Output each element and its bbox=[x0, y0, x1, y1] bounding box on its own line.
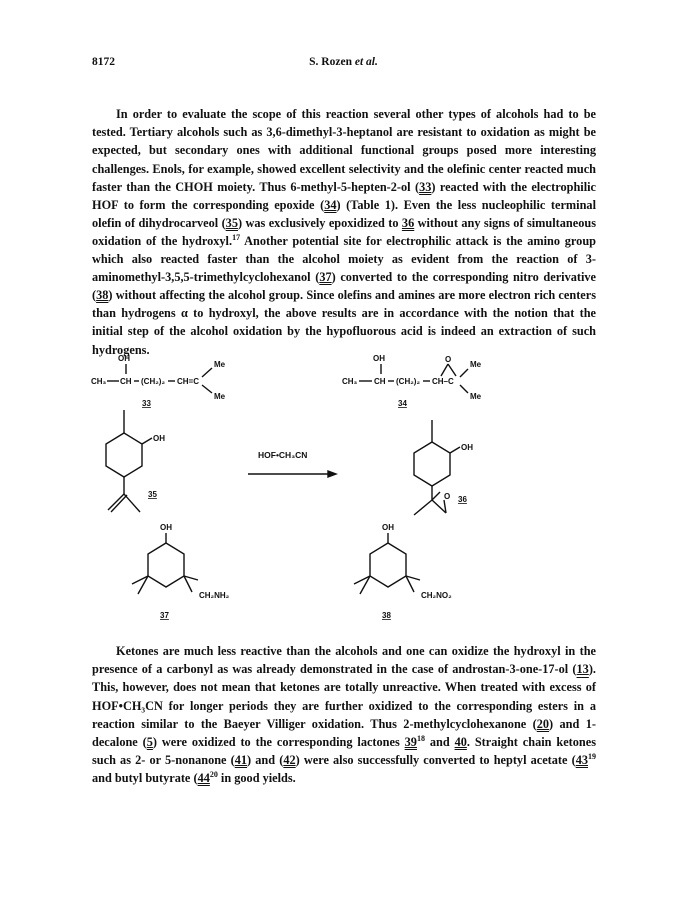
compound-label-36: 36 bbox=[458, 495, 467, 504]
compound-ref: 33 bbox=[419, 179, 432, 194]
oh-label: OH bbox=[153, 434, 165, 443]
text: and bbox=[424, 734, 455, 749]
text: ) without affecting the alcohol group. Since olefins and amines are more electron rich centers than hydrogens α to hydroxyl, the above results are in accordance with the notion that the initial step of the alcohol oxidation by the hypofluorous acid is indeed an extraction of such hydrogens. bbox=[92, 288, 596, 357]
ch-dash-label: CH–C bbox=[432, 377, 454, 386]
reaction-scheme-drawing bbox=[80, 350, 610, 620]
ch2nh2-label: CH₂NH₂ bbox=[199, 591, 230, 600]
compound-label-35: 35 bbox=[148, 490, 157, 499]
ch-label: CH bbox=[374, 377, 386, 386]
compound-ref: 36 bbox=[401, 215, 415, 230]
citation-superscript: 18 bbox=[416, 733, 425, 743]
text: . Straight chain ketones such as 2- or 5-nonanone ( bbox=[92, 734, 597, 767]
epoxide-o-label: O bbox=[444, 492, 451, 501]
page-number: 8172 bbox=[92, 56, 115, 68]
compound-ref: 43 bbox=[575, 752, 589, 767]
text: In order to evaluate the scope of this reaction several other types of alcohols had to be tested. Tertiary alcohols such as 3,6-dimethyl-3-heptanol are resistant to oxidation as might be expected, but secondary ones with additional functional groups posed more interesting challenges. Enols, for example, showed excellent selectivity and the olefinic center reacted much faster than the CHOH moiety. Thus 6-methyl-5-hepten-2-ol ( bbox=[92, 107, 596, 194]
text: ) converted to the corresponding nitro derivative ( bbox=[92, 270, 596, 303]
text: ) reacted with the electrophilic HOF to form the corresponding epoxide ( bbox=[92, 179, 596, 212]
running-head-et-al: et al. bbox=[351, 56, 378, 68]
me-label: Me bbox=[470, 360, 482, 369]
structure-38 bbox=[354, 523, 452, 620]
ch2-label: (CH₂)₂ bbox=[396, 377, 420, 386]
compound-label-37: 37 bbox=[160, 611, 169, 620]
text: ) and ( bbox=[247, 752, 284, 767]
text: ). This, however, does not mean that ketones are totally unreactive. When treated with excess of HOF•CH₃CN for longer periods they are further oxidized to the corresponding esters in a reaction similar to the Baeyer Villiger oxidation. Thus 2-methylcyclohexanone ( bbox=[92, 662, 596, 731]
compound-ref: 41 bbox=[234, 752, 248, 767]
text: ) were oxidized to the corresponding lactones bbox=[152, 734, 405, 749]
compound-ref: 35 bbox=[225, 215, 238, 230]
structure-37 bbox=[132, 523, 230, 620]
running-head-author: S. Rozen bbox=[309, 56, 352, 68]
text: ) and 1-decalone ( bbox=[92, 716, 596, 749]
reaction-scheme bbox=[80, 350, 610, 620]
ch-eq-label: CH=C bbox=[177, 377, 200, 386]
text: and butyl butyrate ( bbox=[92, 770, 198, 785]
structure-33 bbox=[91, 354, 226, 408]
structure-34 bbox=[342, 354, 482, 408]
oh-label: OH bbox=[461, 443, 473, 452]
compound-label-34: 34 bbox=[398, 399, 407, 408]
text: ) were also successfully converted to heptyl acetate ( bbox=[295, 752, 576, 767]
reagent-label: HOF•CH₃CN bbox=[258, 450, 308, 460]
text: in good yields. bbox=[217, 770, 296, 785]
running-head bbox=[0, 56, 687, 68]
body-paragraph-1 bbox=[92, 105, 596, 358]
citation-superscript: 19 bbox=[588, 751, 597, 761]
compound-label-38: 38 bbox=[382, 611, 391, 620]
text: ) was exclusively epoxidized to bbox=[237, 215, 402, 230]
compound-ref: 13 bbox=[576, 662, 589, 677]
reaction-arrow bbox=[248, 450, 336, 477]
compound-ref: 34 bbox=[324, 197, 337, 212]
epoxide-o-label: O bbox=[445, 355, 452, 364]
compound-ref: 20 bbox=[536, 716, 550, 731]
citation-superscript: 17 bbox=[232, 232, 241, 242]
text: Another potential site for electrophilic attack is the amino group which also reacted faster than the alcohol moiety as evident from the reaction of 3-aminomethyl-3,5,5-trimethylcyclohexanol ( bbox=[92, 233, 596, 285]
ch-label: CH bbox=[120, 377, 132, 386]
ch2no2-label: CH₂NO₂ bbox=[421, 591, 452, 600]
me-label: Me bbox=[214, 360, 226, 369]
compound-ref: 37 bbox=[319, 270, 332, 285]
ch3-label: CH₃ bbox=[91, 377, 107, 386]
page-header bbox=[0, 56, 687, 76]
text: Ketones are much less reactive than the alcohols and one can oxidize the hydroxyl in the presence of a carbonyl as was already demonstrated in the case of androstan-3-one-17-ol ( bbox=[92, 644, 596, 677]
me-label: Me bbox=[214, 392, 226, 401]
compound-ref: 40 bbox=[454, 734, 467, 749]
oh-label: OH bbox=[373, 354, 385, 363]
oh-label: OH bbox=[118, 354, 130, 363]
compound-label-33: 33 bbox=[142, 399, 151, 408]
compound-ref: 39 bbox=[404, 734, 417, 749]
structure-36 bbox=[414, 420, 473, 515]
compound-ref: 44 bbox=[197, 770, 210, 785]
compound-ref: 5 bbox=[146, 734, 153, 749]
compound-ref: 42 bbox=[283, 752, 296, 767]
structure-35 bbox=[106, 410, 165, 512]
compound-ref: 38 bbox=[96, 288, 109, 303]
ch3-label: CH₃ bbox=[342, 377, 358, 386]
me-label: Me bbox=[470, 392, 482, 401]
body-paragraph-2 bbox=[92, 642, 596, 787]
text: without any signs of simultaneous oxidation of the hydroxyl. bbox=[92, 215, 596, 248]
citation-superscript: 20 bbox=[209, 769, 218, 779]
text: ) (Table 1). Even the less nucleophilic terminal olefin of dihydrocarveol ( bbox=[92, 197, 596, 230]
oh-label: OH bbox=[382, 523, 394, 532]
oh-label: OH bbox=[160, 523, 172, 532]
ch2-label: (CH₂)₂ bbox=[141, 377, 165, 386]
